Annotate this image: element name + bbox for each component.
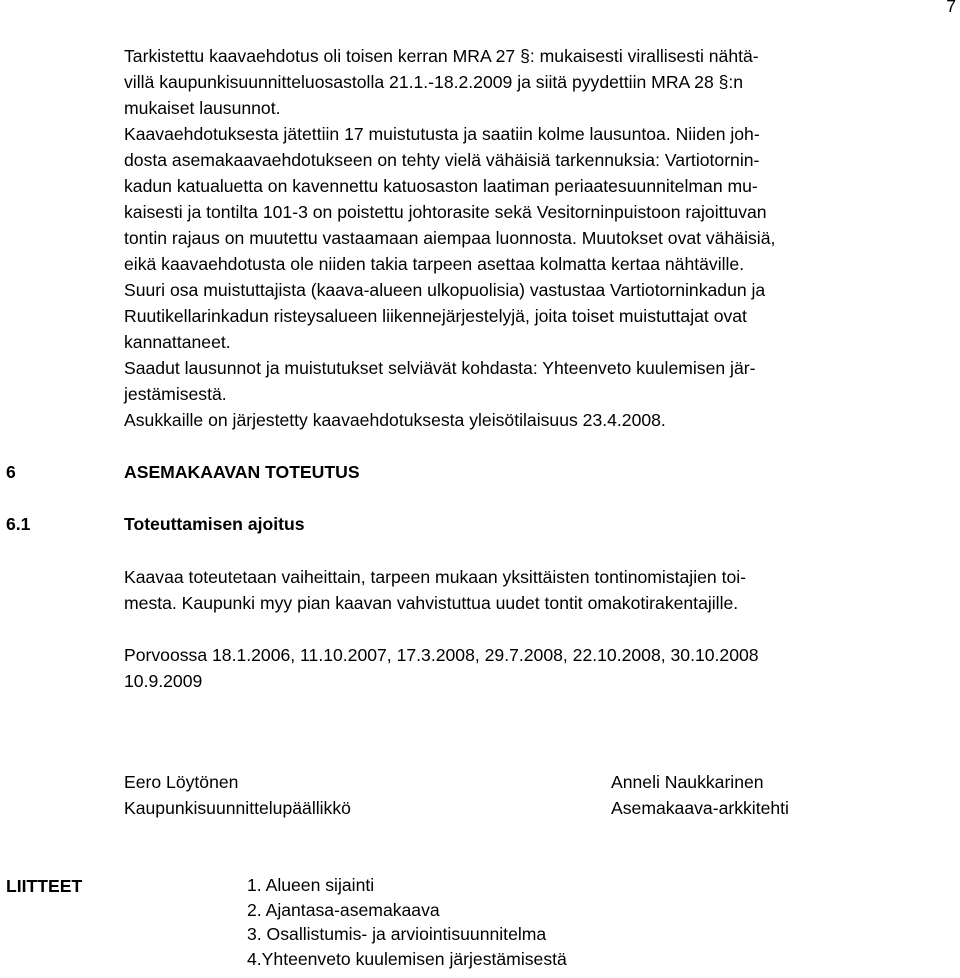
text-line: mesta. Kaupunki myy pian kaavan vahvistuttua uudet tontit omakotirakentajille. [124, 593, 739, 613]
attachment-item: 4.Yhteenveto kuulemisen järjestämisestä [247, 948, 567, 969]
text-line: kannattaneet. [124, 332, 231, 352]
text-line: Saadut lausunnot ja muistutukset selviävät kohdasta: Yhteenveto kuulemisen jär- [124, 358, 756, 378]
text-line: kaisesti ja tontilta 101-3 on poistettu johtorasite sekä Vesitorninpuistoon rajoittuvan [124, 202, 767, 222]
subsection-title: Toteuttamisen ajoitus [124, 514, 305, 534]
section-number: 6 [6, 462, 16, 482]
text-line: 10.9.2009 [124, 671, 203, 691]
attachments-label: LIITTEET [6, 876, 83, 896]
text-line: mukaiset lausunnot. [124, 98, 281, 118]
text-line: Suuri osa muistuttajista (kaava-alueen ulkopuolisia) vastustaa Vartiotorninkadun ja [124, 280, 766, 300]
paragraph-public-event [124, 407, 944, 433]
paragraph-review [124, 43, 944, 121]
text-line: Kaavaa toteutetaan vaiheittain, tarpeen mukaan yksittäisten tontinomistajien toi- [124, 567, 747, 587]
text-line: dosta asemakaavaehdotukseen on tehty vielä vähäisiä tarkennuksia: Vartiotornin- [124, 150, 760, 170]
text-line: Ruutikellarinkadun risteysalueen liikennejärjestelyjä, joita toiset muistuttajat ovat [124, 306, 747, 326]
text-line: Tarkistettu kaavaehdotus oli toisen kerran MRA 27 §: mukaisesti virallisesti nähtä- [124, 46, 759, 66]
signature-left [124, 769, 351, 821]
subsection-number: 6.1 [6, 514, 31, 534]
text-line: villä kaupunkisuunnitteluosastolla 21.1.-18.2.2009 ja siitä pyydettiin MRA 28 §:n [124, 72, 744, 92]
text-line: Kaavaehdotuksesta jätettiin 17 muistutusta ja saatiin kolme lausuntoa. Niiden joh- [124, 124, 760, 144]
text-line: Asukkaille on järjestetty kaavaehdotuksesta yleisötilaisuus 23.4.2008. [124, 410, 666, 430]
signer-name: Eero Löytönen [124, 772, 239, 792]
signer-role: Kaupunkisuunnittelupäällikkö [124, 798, 351, 818]
paragraph-implementation [124, 564, 944, 616]
paragraph-statements [124, 355, 944, 407]
signer-name: Anneli Naukkarinen [611, 772, 764, 792]
attachments-list [247, 873, 567, 971]
attachment-item: 3. Osallistumis- ja arviointisuunnitelma [247, 924, 547, 944]
attachment-item: 2. Ajantasa-asemakaava [247, 899, 440, 920]
text-line: Porvoossa 18.1.2006, 11.10.2007, 17.3.2008, 29.7.2008, 22.10.2008, 30.10.2008 [124, 645, 759, 665]
attachment-item: 1. Alueen sijainti [247, 875, 375, 895]
paragraph-objectors [124, 277, 944, 355]
text-line: eikä kaavaehdotusta ole niiden takia tarpeen asettaa kolmatta kertaa nähtäville. [124, 254, 745, 274]
text-line: jestämisestä. [124, 384, 227, 404]
section-title: ASEMAKAAVAN TOTEUTUS [124, 462, 360, 482]
text-line: kadun katualuetta on kavennettu katuosaston laatiman periaatesuunnitelman mu- [124, 176, 758, 196]
page-number: 7 [946, 0, 956, 16]
text-line: tontin rajaus on muutettu vastaamaan aiempaa luonnosta. Muutokset ovat vähäisiä, [124, 228, 776, 248]
paragraph-place-dates [124, 642, 944, 694]
signer-role: Asemakaava-arkkitehti [611, 798, 789, 818]
paragraph-objections [124, 121, 944, 277]
signature-right [611, 769, 789, 821]
